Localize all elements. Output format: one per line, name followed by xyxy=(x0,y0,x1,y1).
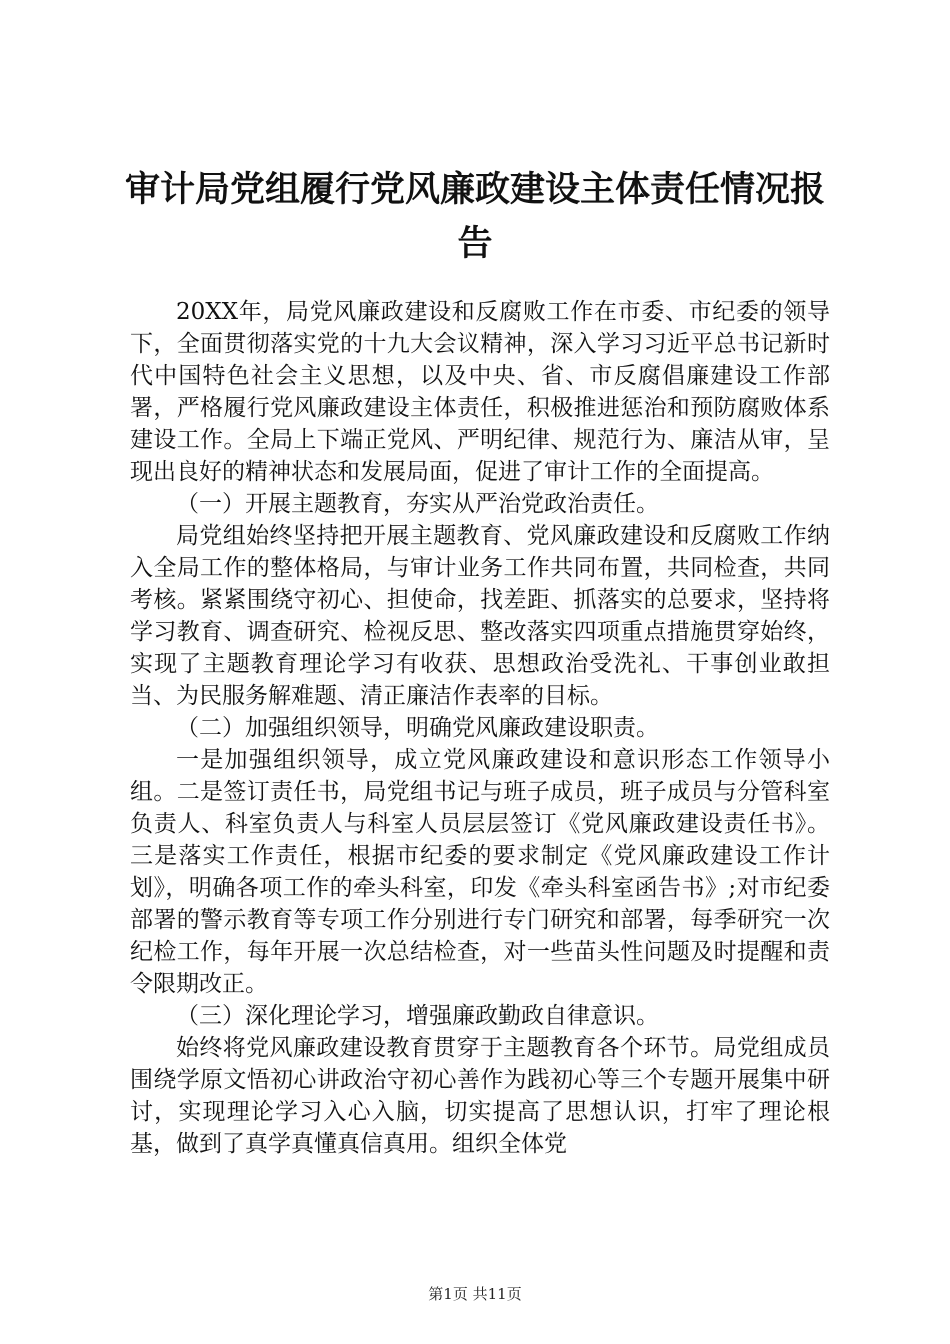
document-title-line-2: 告 xyxy=(457,224,493,264)
section-heading-1: （一）开展主题教育，夯实从严治党政治责任。 xyxy=(176,491,659,517)
paragraph-section-2: 一是加强组织领导，成立党风廉政建设和意识形态工作领导小组。二是签订责任书，局党组书记与班子成员，班子成员与分管科室负责人、科室负责人与科室人员层层签订《党风廉政建设责任书》。三是落实工作责任，根据市纪委的要求制定《党风廉政建设工作计划》，明确各项工作的牵头科室，印发《牵头科室函告书》;对市纪委部署的警示教育等专项工作分别进行专门研究和部署，每季研究一次纪检工作，每年开展一次总结检查，对一些苗头性问题及时提醒和责令限期改正。 xyxy=(130,747,830,997)
document-body xyxy=(130,296,830,1160)
page-number-footer: 第1页 共11页 xyxy=(428,1285,522,1303)
section-heading-3: （三）深化理论学习，增强廉政勤政自律意识。 xyxy=(176,1003,659,1029)
paragraph-intro: 20XX年，局党风廉政建设和反腐败工作在市委、市纪委的领导下，全面贯彻落实党的十九大会议精神，深入学习习近平总书记新时代中国特色社会主义思想，以及中央、省、市反腐倡廉建设工作部署，严格履行党风廉政建设主体责任，积极推进惩治和预防腐败体系建设工作。全局上下端正党风、严明纪律、规范行为、廉洁从审，呈现出良好的精神状态和发展局面，促进了审计工作的全面提高。 xyxy=(130,299,830,485)
paragraph-section-3: 始终将党风廉政建设教育贯穿于主题教育各个环节。局党组成员围绕学原文悟初心讲政治守初心善作为践初心等三个专题开展集中研讨，实现理论学习入心入脑，切实提高了思想认识，打牢了理论根基，做到了真学真懂真信真用。组织全体党 xyxy=(130,1035,830,1157)
paragraph-section-1: 局党组始终坚持把开展主题教育、党风廉政建设和反腐败工作纳入全局工作的整体格局，与审计业务工作共同布置，共同检查，共同考核。紧紧围绕守初心、担使命，找差距、抓落实的总要求，坚持将学习教育、调查研究、检视反思、整改落实四项重点措施贯穿始终，实现了主题教育理论学习有收获、思想政治受洗礼、干事创业敢担当、为民服务解难题、清正廉洁作表率的目标。 xyxy=(130,523,830,709)
section-heading-2: （二）加强组织领导，明确党风廉政建设职责。 xyxy=(176,715,659,741)
document-title-line-1: 审计局党组履行党风廉政建设主体责任情况报 xyxy=(124,170,825,210)
